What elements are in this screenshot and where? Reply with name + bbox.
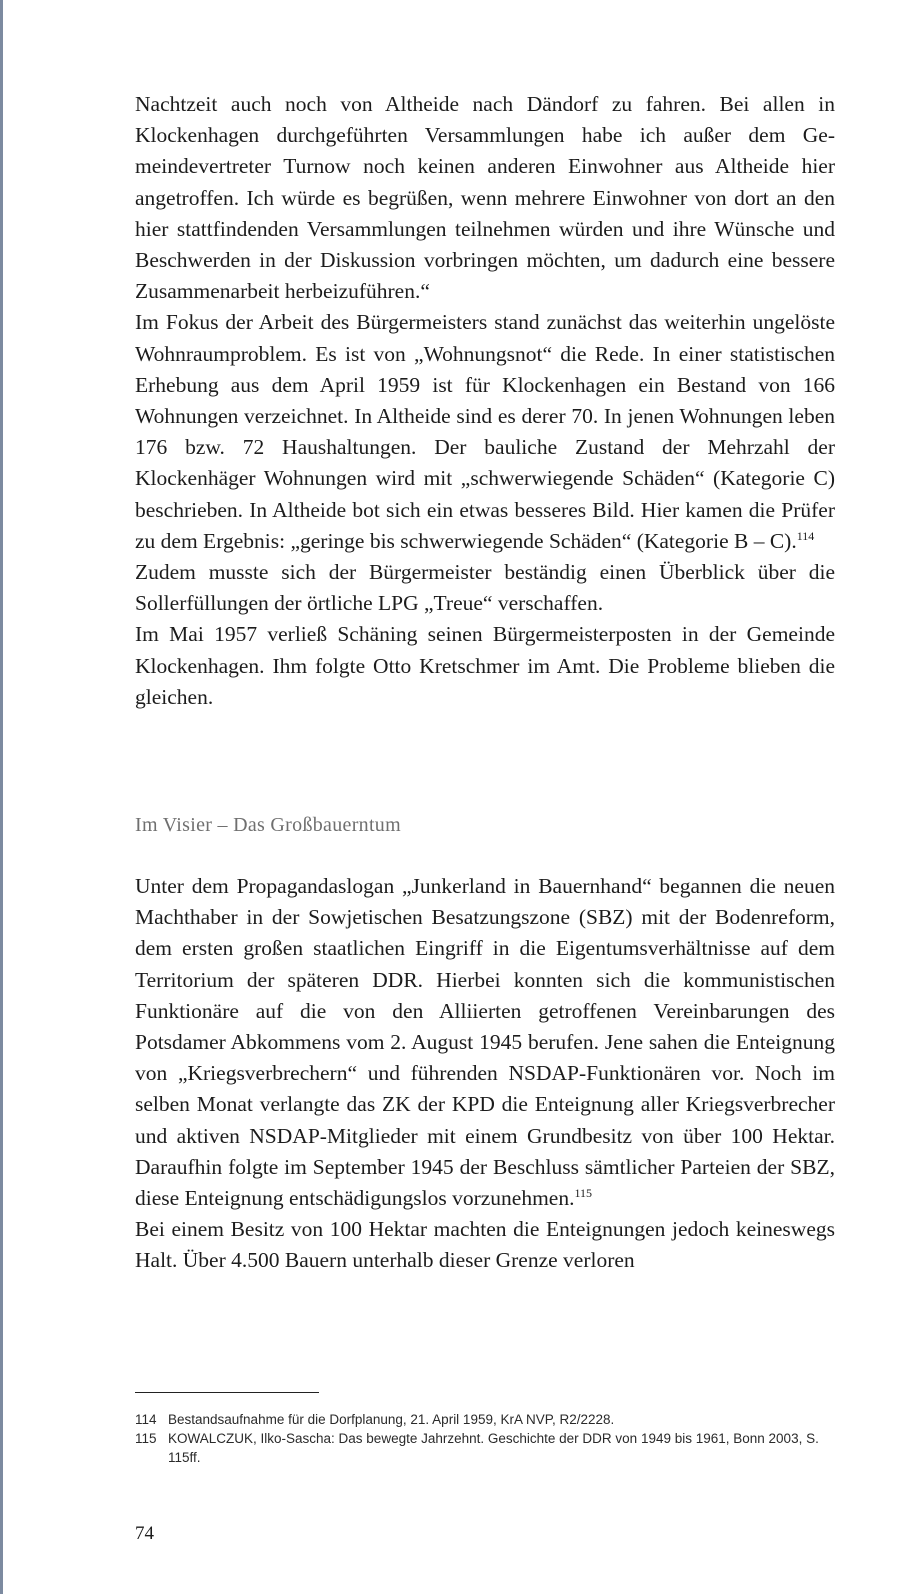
footnotes xyxy=(135,1410,835,1467)
footnote-reference[interactable]: 115 xyxy=(574,1185,593,1200)
paragraph: Nachtzeit auch noch von Altheide nach Dändorf zu fahren. Bei allen in Klockenhagen durchgeführten Versammlungen habe ich außer dem Gemeindevertreter Turnow noch keinen anderen Einwohner aus Altheide hier angetroffen. Ich würde es begrüßen, wenn mehrere Einwohner von dort an den hier stattfindenden Versammlungen teilnehmen würden und ihre Wünsche und Beschwerden in der Diskussion vorbringen möchten, um dadurch eine bessere Zusammenarbeit herbeizuführen.“ xyxy=(135,92,835,304)
page-number: 74 xyxy=(135,1523,154,1544)
paragraph: Bei einem Besitz von 100 Hektar machten die Enteignungen jedoch keineswegs Halt. Über 4.500 Bauern unterhalb dieser Grenze verloren xyxy=(135,1217,835,1273)
footnote-item xyxy=(135,1429,835,1467)
paragraph: Im Mai 1957 verließ Schäning seinen Bürgermeisterposten in der Gemeinde Klockenhagen. Ihm folgte Otto Kretschmer im Amt. Die Probleme blieben die gleichen. xyxy=(135,622,835,709)
body-text-bottom xyxy=(135,871,835,1277)
page-edge xyxy=(0,0,3,1594)
footnote-number: 114 xyxy=(135,1412,157,1427)
footnote-reference[interactable]: 114 xyxy=(796,528,815,543)
footnote-number: 115 xyxy=(135,1431,157,1446)
paragraph: Zudem musste sich der Bürgermeister beständig einen Überblick über die Sollerfüllungen der örtliche LPG „Treue“ verschaffen. xyxy=(135,560,835,616)
footnote-divider xyxy=(135,1392,319,1393)
paragraph: Unter dem Propagandaslogan „Junkerland in Bauernhand“ begannen die neuen Machthaber in der Sowjetischen Besatzungszone (SBZ) mit der Bodenreform, dem ersten großen staatlichen Eingriff in die Eigentumsverhältnisse auf dem Territorium der späteren DDR. Hierbei konnten sich die kommunistischen Funktionäre auf die von den Alliierten getroffenen Vereinbarungen des Potsdamer Abkommens vom 2. August 1945 berufen. Jene sahen die Enteignung von „Kriegsverbrechern“ und führenden NSDAP-Funktionären vor. Noch im selben Monat verlangte das ZK der KPD die Enteignung aller Kriegsverbrecher und aktiven NSDAP-Mitglieder mit einem Grundbesitz von über 100 Hektar. Daraufhin folgte im September 1945 der Beschluss sämtlicher Parteien der SBZ, diese Enteignung entschädigungslos vorzunehmen.$^{115}$ xyxy=(135,874,835,1211)
body-text-top xyxy=(135,89,835,713)
footnote-text: KOWALCZUK, Ilko-Sascha: Das bewegte Jahrzehnt. Geschichte der DDR von 1949 bis 1961, Bonn 2003, S. 115ff. xyxy=(168,1431,819,1465)
footnote-item xyxy=(135,1410,835,1429)
paragraph: Im Fokus der Arbeit des Bürgermeisters stand zunächst das weiterhin ungelöste Wohnraumproblem. Es ist von „Wohnungsnot“ die Rede. In einer statistischen Erhebung aus dem April 1959 ist für Klockenhagen ein Bestand von 166 Wohnungen verzeichnet. In Altheide sind es derer 70. In jenen Wohnungen leben 176 bzw. 72 Haushaltungen. Der bauliche Zustand der Mehrzahl der Klockenhäger Wohnungen wird mit „schwerwiegende Schäden“ (Kategorie C) beschrieben. In Altheide bot sich ein etwas besseres Bild. Hier kamen die Prüfer zu dem Ergebnis: „geringe bis schwerwiegende Schäden“ (Kategorie B – C).$^{114}$ xyxy=(135,310,835,553)
footnote-text: Bestandsaufnahme für die Dorfplanung, 21. April 1959, KrA NVP, R2/2228. xyxy=(168,1412,615,1427)
section-heading: Im Visier – Das Großbauerntum xyxy=(135,814,401,836)
